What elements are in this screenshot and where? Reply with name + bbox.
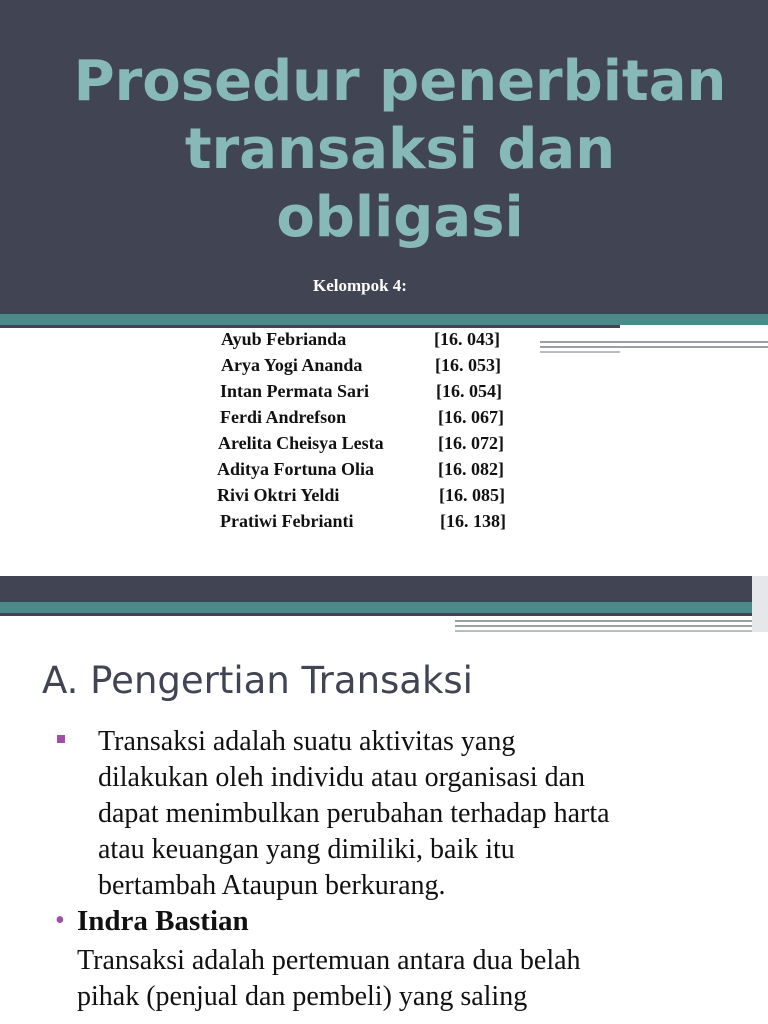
decorative-stripe	[0, 314, 768, 325]
member-name: Aditya Fortuna Olia	[217, 459, 375, 479]
decorative-stripe	[455, 625, 768, 627]
group-label: Kelompok 4:	[313, 276, 407, 295]
member-nim: [16. 043]	[434, 329, 500, 349]
slide-title	[30, 48, 768, 252]
member-name: Arelita Cheisya Lesta	[218, 433, 384, 453]
decorative-stripe	[0, 613, 755, 616]
paragraph-line: atau keuangan yang dimiliki, baik itu	[98, 834, 515, 865]
member-row	[215, 352, 545, 378]
member-row	[215, 404, 545, 430]
member-name: Rivi Oktri Yeldi	[217, 485, 340, 505]
member-row	[215, 482, 545, 508]
decorative-stripe	[455, 630, 755, 632]
paragraph-line: dilakukan oleh individu atau organisasi dan	[98, 762, 586, 793]
member-nim: [16. 054]	[436, 381, 502, 401]
title-line: transaksi dan	[184, 117, 616, 182]
member-nim: [16. 082]	[438, 459, 504, 479]
member-name: Arya Yogi Ananda	[221, 355, 363, 375]
dot-bullet-icon: •	[55, 905, 65, 936]
member-name: Intan Permata Sari	[220, 381, 369, 401]
member-row	[215, 508, 545, 534]
paragraph-line: Transaksi adalah pertemuan antara dua belah	[77, 945, 581, 976]
paragraph-line: bertambah Ataupun berkurang.	[98, 870, 446, 901]
title-line: obligasi	[276, 185, 524, 250]
member-row	[215, 378, 545, 404]
content-slide-header	[0, 576, 768, 602]
title-line: Prosedur penerbitan	[73, 49, 727, 114]
paragraph-line: pihak (penjual dan pembeli) yang saling	[77, 981, 528, 1012]
member-nim: [16. 067]	[438, 407, 504, 427]
member-name: Ayub Febrianda	[221, 329, 347, 349]
decorative-stripe	[455, 620, 768, 622]
member-row	[215, 326, 545, 352]
definition-paragraph	[98, 724, 758, 904]
member-list	[215, 326, 545, 534]
member-nim: [16. 072]	[438, 433, 504, 453]
decorative-stripe	[752, 576, 768, 632]
author-subheading: Indra Bastian	[77, 905, 249, 937]
section-heading: A. Pengertian Transaksi	[42, 659, 473, 702]
decorative-stripe	[540, 341, 768, 343]
member-row	[215, 430, 545, 456]
decorative-stripe	[540, 351, 620, 353]
author-definition-paragraph	[77, 943, 737, 1015]
decorative-stripe	[0, 602, 768, 613]
member-nim: [16. 085]	[439, 485, 505, 505]
member-nim: [16. 138]	[440, 511, 506, 531]
square-bullet-icon	[57, 735, 65, 743]
member-nim: [16. 053]	[435, 355, 501, 375]
member-row	[215, 456, 545, 482]
member-name: Pratiwi Febrianti	[220, 511, 354, 531]
paragraph-line: dapat menimbulkan perubahan terhadap harta	[98, 798, 610, 829]
paragraph-line: Transaksi adalah suatu aktivitas yang	[98, 726, 516, 757]
member-name: Ferdi Andrefson	[220, 407, 347, 427]
decorative-stripe	[540, 346, 768, 348]
